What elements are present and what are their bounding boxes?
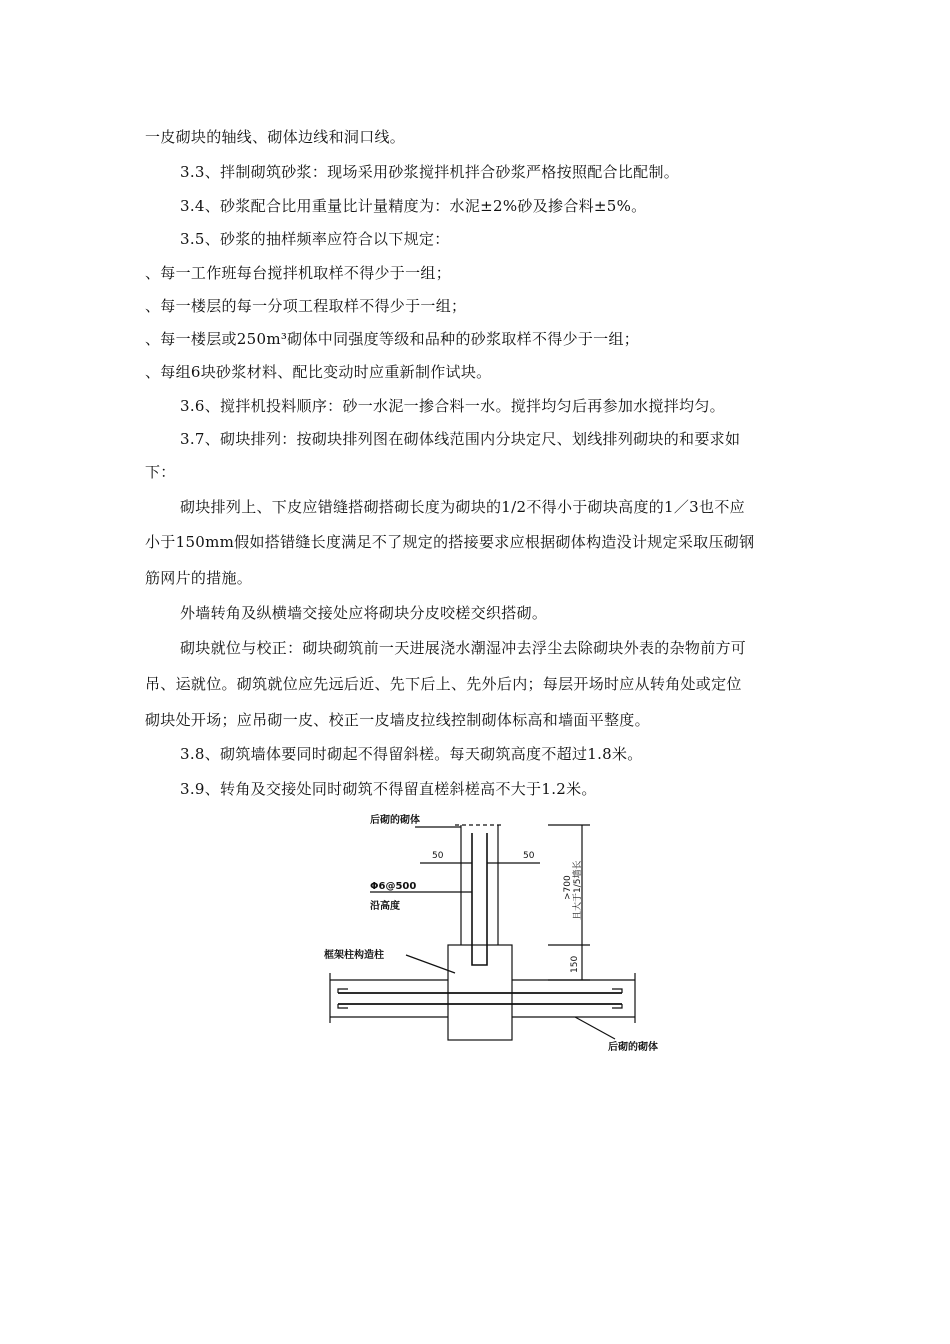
paragraph-line: 下：: [145, 463, 176, 481]
paragraph-line: 一皮砌块的轴线、砌体边线和洞口线。: [145, 128, 406, 146]
label-top-masonry: 后砌的砌体: [370, 815, 420, 826]
paragraph-line: 3.4、砂浆配合比用重量比计量精度为：水泥±2%砂及掺合料±5%。: [180, 197, 647, 215]
label-frame-column: 框架柱构造柱: [324, 950, 384, 961]
paragraph-line: 3.9、转角及交接处同时砌筑不得留直槎斜槎高不大于1.2米。: [180, 780, 597, 798]
paragraph-line: 3.7、砌块排列：按砌块排列图在砌体线范围内分块定尺、划线排列砌块的和要求如: [180, 430, 741, 448]
paragraph-line: 吊、运就位。砌筑就位应先远后近、先下后上、先外后内；每层开场时应从转角处或定位: [145, 675, 742, 693]
label-rebar: Φ6@500: [370, 881, 417, 892]
paragraph-line: 3.5、砂浆的抽样频率应符合以下规定：: [180, 230, 450, 248]
paragraph-line: 外墙转角及纵横墙交接处应将砌块分皮咬槎交织搭砌。: [180, 604, 548, 622]
paragraph-line: 筋网片的措施。: [145, 569, 253, 587]
label-dim-vertical-1: >700: [563, 875, 573, 900]
paragraph-line: 、每一楼层或250m³砌体中同强度等级和品种的砂浆取样不得少于一组；: [145, 330, 640, 348]
label-dim-vertical-2: 且大于1/5墙长: [573, 860, 583, 920]
label-dim-vertical-3: 150: [570, 955, 580, 973]
paragraph-line: 、每一楼层的每一分项工程取样不得少于一组；: [145, 297, 467, 315]
label-along-height: 沿高度: [370, 901, 400, 912]
paragraph-line: 、每一工作班每台搅拌机取样不得少于一组；: [145, 264, 452, 282]
paragraph-line: 小于150mm假如搭错缝长度满足不了规定的搭接要求应根据砌体构造没计规定采取压砌钢: [145, 533, 755, 551]
paragraph-line: 砌块排列上、下皮应错缝搭砌搭砌长度为砌块的1/2不得小于砌块高度的1／3也不应: [180, 498, 745, 516]
paragraph-line: 砌块就位与校正：砌块砌筑前一天进展浇水潮湿冲去浮尘去除砌块外表的杂物前方可: [180, 639, 747, 657]
paragraph-line: 3.3、拌制砌筑砂浆：现场采用砂浆搅拌机拌合砂浆严格按照配合比配制。: [180, 163, 680, 181]
diagram-svg: [320, 805, 670, 1055]
label-bottom-masonry: 后砌的砌体: [608, 1042, 658, 1053]
paragraph-line: 、每组6块砂浆材料、配比变动时应重新制作试块。: [145, 363, 492, 381]
leader-bottom-masonry: [575, 1017, 615, 1039]
paragraph-line: 3.8、砌筑墙体要同时砌起不得留斜槎。每天砌筑高度不超过1.8米。: [180, 745, 643, 763]
paragraph-line: 3.6、搅拌机投料顺序：砂一水泥一掺合料一水。搅拌均匀后再参加水搅拌均匀。: [180, 397, 725, 415]
label-dim-right: 50: [523, 851, 535, 861]
wall-junction-diagram: [320, 805, 670, 1055]
paragraph-line: 砌块处开场；应吊砌一皮、校正一皮墙皮拉线控制砌体标高和墙面平整度。: [145, 711, 650, 729]
label-dim-left: 50: [432, 851, 444, 861]
